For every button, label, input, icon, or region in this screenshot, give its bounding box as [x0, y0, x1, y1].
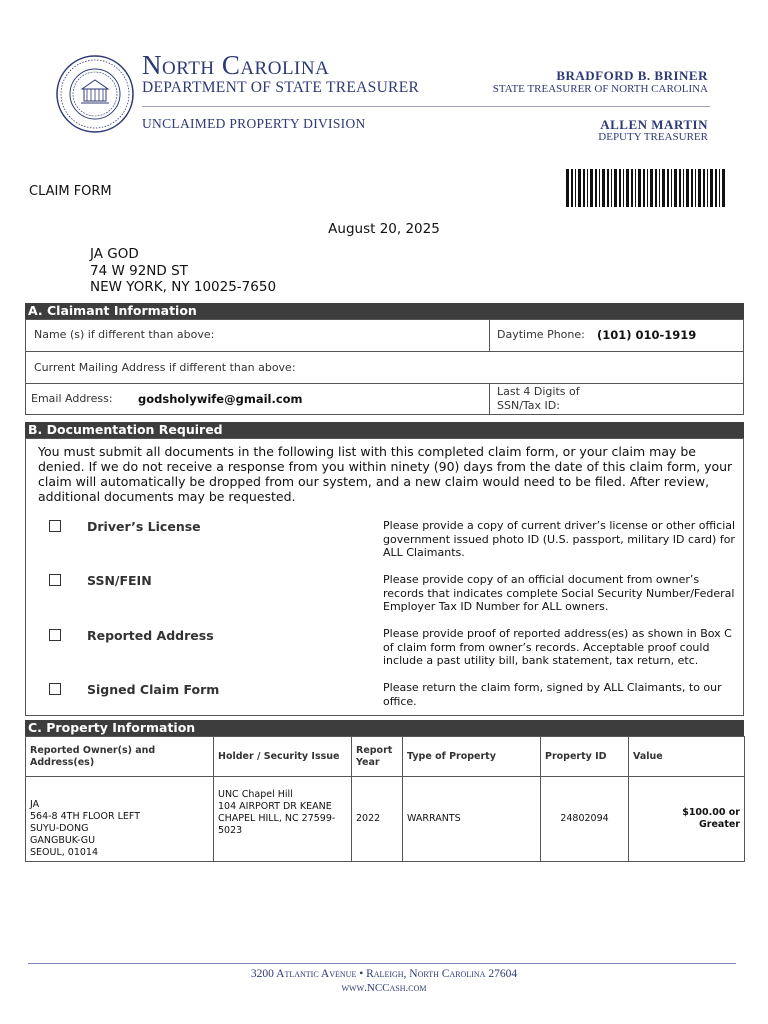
barcode-bar [683, 169, 684, 207]
barcode-bar [590, 169, 593, 207]
barcode-bar [710, 169, 713, 207]
holder-line: CHAPEL HILL, NC 27599- [218, 813, 336, 824]
reported-address-label: Reported Address [87, 628, 214, 643]
ssn-fein-checkbox[interactable] [49, 574, 61, 586]
mailing-label: Current Mailing Address if different than above: [34, 361, 296, 374]
name-label: Name (s) if different than above: [34, 328, 215, 341]
barcode-bar [571, 169, 573, 207]
owner-cell [26, 777, 214, 862]
ssn-fein-desc: Please provide copy of an official document from owner’s records that indicates complete Social Security Number/Federal Employer Tax ID Number for ALL owners. [383, 573, 735, 613]
barcode-bar [695, 169, 696, 207]
barcode-bar [674, 169, 677, 207]
barcode-bar [679, 169, 681, 207]
holder-line: 104 AIRPORT DR KEANE [218, 801, 332, 812]
barcode-bar [578, 169, 581, 207]
barcode-bar [671, 169, 672, 207]
holder-line: UNC Chapel Hill [218, 789, 293, 800]
owner-line: SEOUL, 01014 [30, 847, 99, 858]
col-owner: Reported Owner(s) and Address(es) [26, 737, 214, 777]
state-treasurer-seal-icon [56, 55, 134, 133]
treasurer-name: BRADFORD B. BRINER [556, 68, 708, 83]
reported-address-desc: Please provide proof of reported address(es) as shown in Box C of claim form from owner’s records. Acceptable proof could include a past utility bill, bank statement, tax return, etc. [383, 627, 732, 667]
signed-claim-form-label: Signed Claim Form [87, 682, 220, 697]
col-value: Value [629, 737, 745, 777]
phone-label: Daytime Phone: [497, 328, 585, 341]
barcode-bar [575, 169, 576, 207]
footer-website: www.NCCash.com [341, 982, 427, 994]
footer-divider [28, 963, 736, 964]
signed-claim-form-desc: Please return the claim form, signed by ALL Claimants, to our office. [383, 681, 722, 708]
state-name-heading: North Carolina [142, 50, 330, 80]
barcode-bar [607, 169, 609, 207]
col-holder: Holder / Security Issue [214, 737, 352, 777]
deputy-title: DEPUTY TREASURER [598, 131, 708, 143]
drivers-license-checkbox[interactable] [49, 520, 61, 532]
barcode-bar [626, 169, 629, 207]
barcode-bar [707, 169, 708, 207]
col-property-type: Type of Property [403, 737, 541, 777]
drivers-license-desc: Please provide a copy of current driver’s license or other official government issued photo ID (U.S. passport, military ID card) for ALL Claimants. [383, 519, 736, 559]
barcode-bar [643, 169, 645, 207]
barcode-bar [583, 169, 585, 207]
section-c-header: C. Property Information [25, 720, 744, 736]
letter-date: August 20, 2025 [328, 221, 440, 237]
row-divider [489, 319, 490, 352]
header-divider [142, 106, 710, 107]
ssn-fein-label: SSN/FEIN [87, 573, 152, 588]
footer-address: 3200 Atlantic Avenue • Raleigh, North Carolina 27604 [250, 968, 518, 980]
treasurer-title: STATE TREASURER OF NORTH CAROLINA [492, 83, 708, 95]
barcode-bar [715, 169, 717, 207]
value-line: $100.00 or [682, 807, 740, 818]
property-table [25, 736, 745, 862]
owner-line: GANGBUK-GU [30, 835, 96, 846]
barcode-bar [662, 169, 665, 207]
division-name: UNCLAIMED PROPERTY DIVISION [142, 116, 366, 131]
email-label: Email Address: [31, 392, 113, 405]
barcode-bar [686, 169, 689, 207]
section-a-header: A. Claimant Information [25, 303, 744, 319]
barcode-bar [611, 169, 612, 207]
barcode-bar [587, 169, 588, 207]
department-heading: DEPARTMENT OF STATE TREASURER [142, 79, 420, 96]
ssn-label-line1: Last 4 Digits of [497, 385, 580, 398]
barcode-bar [614, 169, 617, 207]
barcode-bar [655, 169, 657, 207]
email-ssn-row [25, 383, 744, 415]
barcode-bar [659, 169, 660, 207]
form-title: CLAIM FORM [29, 184, 112, 199]
ssn-label-line2: SSN/Tax ID: [497, 398, 560, 412]
drivers-license-label: Driver’s License [87, 519, 201, 534]
deputy-name: ALLEN MARTIN [600, 117, 708, 132]
owner-line: SUYU-DONG [30, 823, 89, 834]
col-property-id: Property ID [541, 737, 629, 777]
barcode-bar [667, 169, 669, 207]
barcode-bar [650, 169, 653, 207]
table-header-row [26, 737, 745, 777]
barcode-bar [719, 169, 720, 207]
value-cell [629, 777, 745, 862]
barcode-bar [599, 169, 600, 207]
owner-line: 564-8 4TH FLOOR LEFT [30, 811, 141, 822]
barcode-bar [722, 169, 725, 207]
holder-cell [214, 777, 352, 862]
ssn-label [497, 385, 580, 412]
barcode-bar [638, 169, 641, 207]
property-id-cell: 24802094 [541, 777, 629, 862]
barcode-bar [566, 169, 569, 207]
documentation-instructions: You must submit all documents in the following list with this completed claim form, or your claim may be denied. If we do not receive a response from you within ninety (90) days from the date of this claim form, your claim will automatically be dropped from our system, and a new claim would need to be filed. After review, additional documents may be requested. [38, 444, 733, 504]
row-divider [489, 383, 490, 415]
barcode-bar [635, 169, 636, 207]
addressee-street: 74 W 92ND ST [90, 262, 188, 279]
phone-value[interactable]: (101) 010-1919 [597, 328, 697, 342]
barcode-bar [691, 169, 693, 207]
barcode-icon [566, 169, 728, 207]
barcode-bar [631, 169, 633, 207]
addressee-name: JA GOD [90, 246, 139, 262]
email-value[interactable]: godsholywife@gmail.com [138, 392, 303, 406]
barcode-bar [703, 169, 705, 207]
value-line: Greater [698, 819, 740, 830]
addressee-block [90, 246, 276, 296]
barcode-bar [602, 169, 605, 207]
owner-line: JA [30, 799, 40, 810]
barcode-bar [595, 169, 597, 207]
table-row [26, 777, 745, 862]
barcode-bar [647, 169, 648, 207]
signed-claim-form-checkbox[interactable] [49, 683, 61, 695]
section-b-header: B. Documentation Required [25, 422, 744, 438]
addressee-city: NEW YORK, NY 10025-7650 [90, 279, 277, 295]
property-type-cell: WARRANTS [403, 777, 541, 862]
col-report-year: Report Year [352, 737, 403, 777]
report-year-cell: 2022 [352, 777, 403, 862]
reported-address-checkbox[interactable] [49, 629, 61, 641]
holder-line: 5023 [218, 825, 243, 836]
barcode-bar [623, 169, 624, 207]
barcode-bar [698, 169, 701, 207]
barcode-bar [619, 169, 621, 207]
